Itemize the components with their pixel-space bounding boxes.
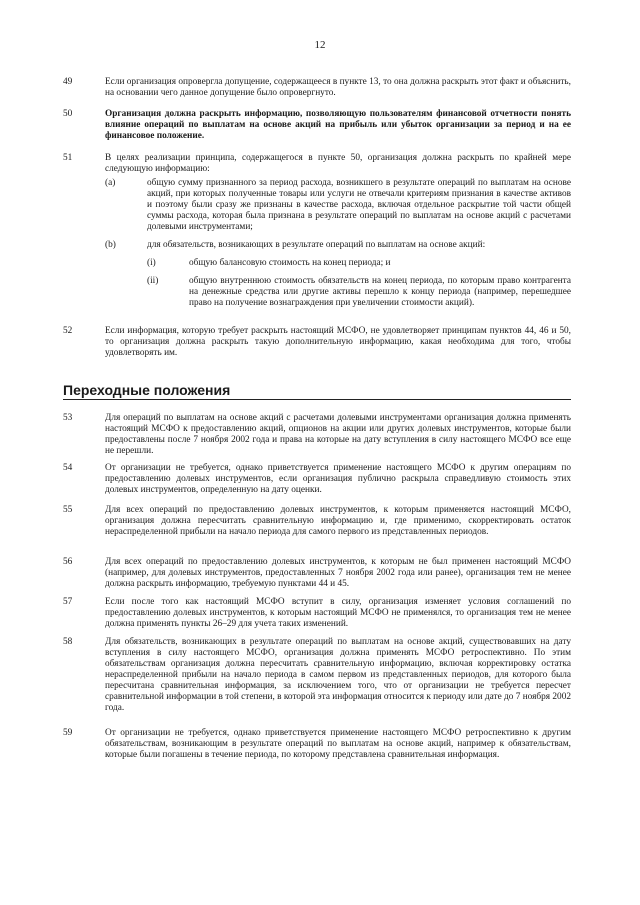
paragraph-51-item-b bbox=[105, 240, 571, 251]
paragraph-text: От организации не требуется, однако приветствуется применение настоящего МСФО ретроспективно к другим обязательствам, возникающим в результате операций по выплатам на основе акций, например к обязательствам, которые были погашены в течение периода, по которому представлена сравнительная информация. bbox=[105, 728, 571, 760]
paragraph-49 bbox=[63, 77, 571, 99]
paragraph-number: 55 bbox=[63, 505, 73, 515]
paragraph-number: 50 bbox=[63, 109, 73, 119]
item-text: для обязательств, возникающих в результате операций по выплатам на основе акций: bbox=[147, 240, 486, 250]
paragraph-number: 58 bbox=[63, 637, 73, 647]
paragraph-51 bbox=[63, 153, 571, 175]
paragraph-52 bbox=[63, 326, 571, 359]
paragraph-58 bbox=[63, 637, 571, 714]
paragraph-text: Если информация, которую требует раскрыть настоящий МСФО, не удовлетворяет принципам пунктов 44, 46 и 50, то организация должна раскрыть такую дополнительную информацию, какая необходима для того, чтобы удовлетворять им. bbox=[105, 326, 571, 358]
paragraph-number: 52 bbox=[63, 326, 73, 336]
paragraph-text: Если организация опровергла допущение, содержащееся в пункте 13, то она должна раскрыть этот факт и объяснить, на основании чего данное допущение было опровергнуто. bbox=[105, 77, 571, 98]
item-text: общую сумму признанного за период расхода, возникшего в результате операций по выплатам на основе акций, при которых полученные товары или услуги не отвечали критериям признания в качестве активов и поэтому были сразу же признаны в качестве расхода, включая отдельное раскрытие той части общей суммы расхода, которая была признана в результате операций по выплатам на основе акций с расчетами долевыми инструментами; bbox=[147, 178, 571, 232]
page-number: 12 bbox=[314, 39, 326, 51]
paragraph-54 bbox=[63, 463, 571, 496]
paragraph-text: Для всех операций по предоставлению долевых инструментов, к которым не был применен настоящий МСФО (например, для долевых инструментов, предоставленных 7 ноября 2002 года или ранее), организация тем не менее должна раскрыть информацию, требуемую пунктами 44 и 45. bbox=[105, 557, 571, 589]
paragraph-56 bbox=[63, 557, 571, 590]
paragraph-50 bbox=[63, 109, 571, 142]
item-label: (i) bbox=[147, 258, 156, 268]
paragraph-number: 54 bbox=[63, 463, 73, 473]
paragraph-number: 56 bbox=[63, 557, 73, 567]
paragraph-number: 59 bbox=[63, 728, 73, 738]
paragraph-text: Организация должна раскрыть информацию, позволяющую пользователям финансовой отчетности понять влияние операций по выплатам на основе акций на прибыль или убыток организации за период и на ее финансовое положение. bbox=[105, 109, 571, 141]
paragraph-53 bbox=[63, 413, 571, 457]
paragraph-text: Для обязательств, возникающих в результате операций по выплатам на основе акций, существовавших на дату вступления в силу настоящего МСФО, организация должна применять МСФО ретроспективно. По этим обязательствам организация должна пересчитать сравнительную информацию, включая корректировку остатка нераспределенной прибыли на начало периода в самом первом из представленных периодов, для которого была пересчитана сравнительная информация, за исключением того, что от организации не требуется пересчет сравнительной информации в той степени, в которой эта информация относится к периоду или дате до 7 ноября 2002 года. bbox=[105, 637, 572, 713]
paragraph-57 bbox=[63, 597, 571, 630]
paragraph-55 bbox=[63, 505, 571, 538]
paragraph-number: 53 bbox=[63, 413, 73, 423]
item-label: (b) bbox=[105, 240, 116, 250]
paragraph-text: В целях реализации принципа, содержащегося в пункте 50, организация должна раскрыть по крайней мере следующую информацию: bbox=[105, 153, 571, 174]
paragraph-number: 51 bbox=[63, 153, 73, 163]
paragraph-text: Для операций по выплатам на основе акций с расчетами долевыми инструментами организация должна применять настоящий МСФО к предоставлению акций, опционов на акции или других долевых инструментов, которые были предоставлены после 7 ноября 2002 года и права на которые на дату вступления в силу настоящего МСФО все еще не перешли. bbox=[105, 413, 571, 456]
item-text: общую балансовую стоимость на конец периода; и bbox=[189, 258, 391, 268]
paragraph-text: Для всех операций по предоставлению долевых инструментов, к которым применяется настоящий МСФО, организация должна пересчитать сравнительную информацию и, где применимо, скорректировать остаток нераспределенной прибыли на начало периода для самого первого из представленных периодов. bbox=[105, 505, 571, 537]
paragraph-number: 57 bbox=[63, 597, 73, 607]
section-heading: Переходные положения bbox=[63, 382, 571, 400]
paragraph-51-b-item-i bbox=[147, 258, 571, 269]
item-label: (ii) bbox=[147, 276, 159, 286]
paragraph-number: 49 bbox=[63, 77, 73, 87]
paragraph-text: Если после того как настоящий МСФО вступит в силу, организация изменяет условия соглашений по предоставлению долевых инструментов, к которым настоящий МСФО не применялся, то организация тем не менее должна применять пункты 26–29 для учета таких изменений. bbox=[105, 597, 571, 629]
item-text: общую внутреннюю стоимость обязательств на конец периода, по которым право контрагента на денежные средства или другие активы перешло к концу периода (например, перешедшее право на получение вознаграждения при увеличении стоимости акций). bbox=[189, 276, 571, 308]
item-label: (a) bbox=[105, 178, 116, 188]
paragraph-51-b-item-ii bbox=[147, 276, 571, 309]
paragraph-text: От организации не требуется, однако приветствуется применение настоящего МСФО к другим операциям по предоставлению долевых инструментов, если организация публично раскрыла справедливую стоимость этих долевых инструментов, определенную на дату оценки. bbox=[105, 463, 571, 495]
paragraph-59 bbox=[63, 728, 571, 761]
paragraph-51-item-a bbox=[105, 178, 571, 233]
